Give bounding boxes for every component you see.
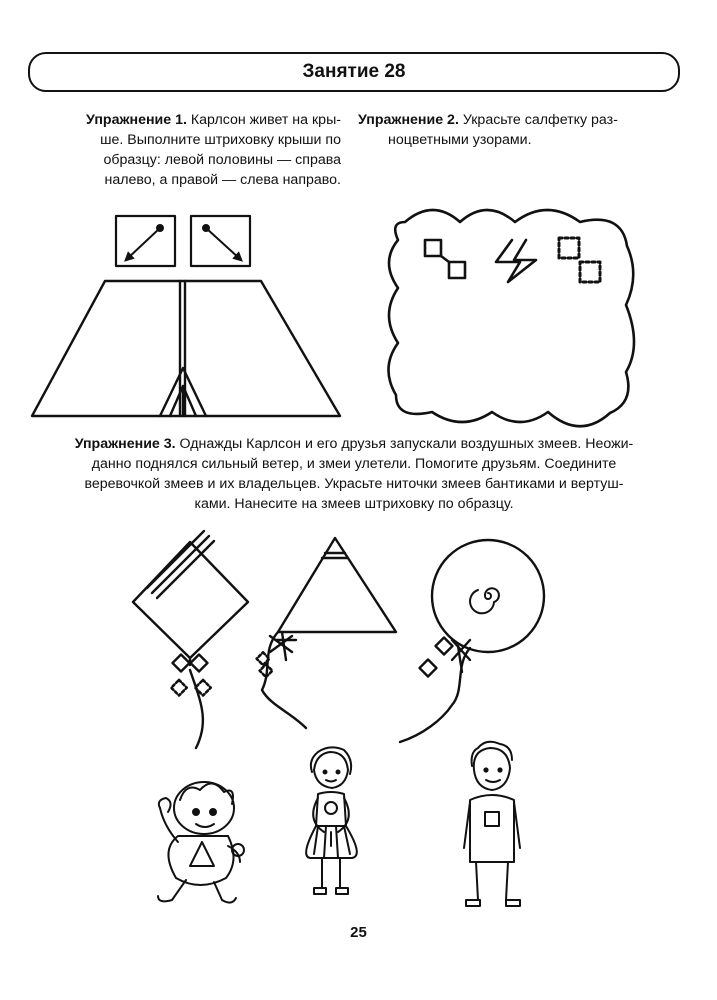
exercise-2-line-2: ноцветными узорами. (388, 132, 532, 148)
page-number: 25 (350, 924, 367, 941)
exercise-3-line-2: данно поднялся сильный ветер, и змеи улетели. Помогите друзьям. Соедините (91, 456, 617, 472)
roof-sample-left-box (116, 216, 175, 266)
diamond-kite (133, 531, 248, 748)
exercise-3-label: Упражнение 3. (74, 436, 176, 452)
lesson-title: Занятие 28 (302, 61, 406, 82)
boy-figure (464, 742, 520, 906)
exercise-3-line-3: веревочкой змеев и их владельцев. Украсьте ниточки змеев бантиками и вертуш- (84, 476, 624, 492)
napkin-pattern-squares (425, 240, 465, 278)
exercise-1-line-1: Упражнение 1. Карлсон живет на кры- (86, 112, 341, 128)
round-kite (400, 540, 544, 742)
exercise-3-line-1: Упражнение 3. Однажды Карлсон и его друзья запускали воздушных змеев. Неожи- (74, 436, 634, 452)
girl-figure (306, 747, 357, 894)
karlsson-figure (158, 782, 244, 903)
triangle-kite (257, 538, 396, 728)
exercise-1-line-3: образцу: левой половины — справа (103, 152, 341, 168)
exercise-1-label: Упражнение 1. (86, 112, 187, 128)
exercise-3-line-4: ками. Нанесите на змеев штриховку по образцу. (194, 496, 514, 512)
exercise-2-label: Упражнение 2. (358, 112, 459, 128)
roof-sample-right-box (191, 216, 250, 266)
roof-trapezoid (32, 281, 340, 416)
napkin-pattern-lightning (496, 240, 536, 282)
napkin-pattern-dotted-squares (559, 238, 600, 282)
exercise-1-line-2: ше. Выполните штриховку крыши по (100, 132, 341, 148)
exercise-2-line-1: Упражнение 2. Украсьте салфетку раз- (358, 112, 618, 128)
exercise-1-line-4: налево, а правой — слева направо. (104, 172, 341, 188)
